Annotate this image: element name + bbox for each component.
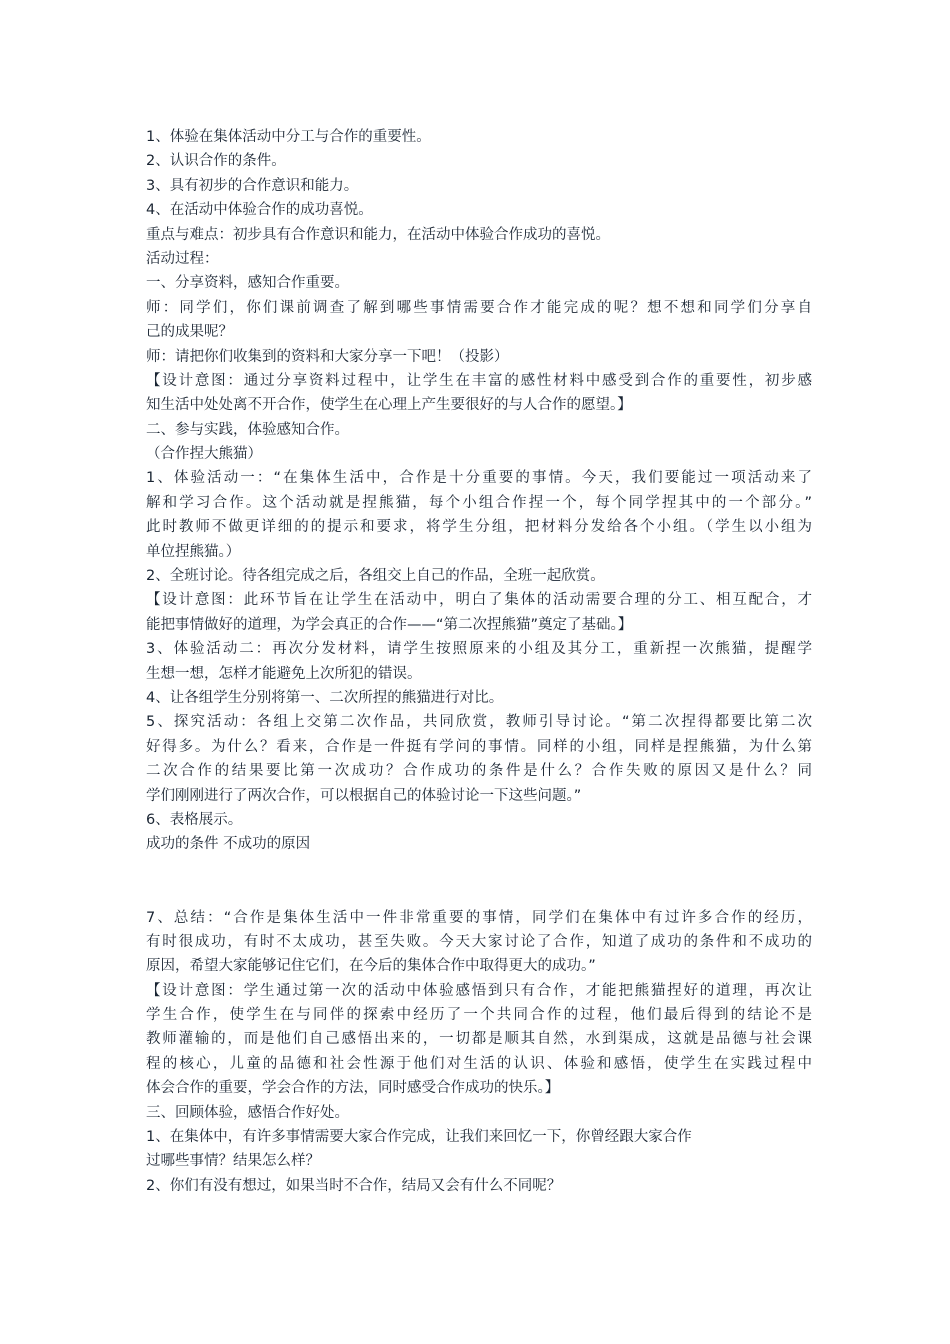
text-line: 解和学习合作。这个活动就是捏熊猫，每个小组合作捏一个，每个同学捏其中的一个部分。” — [146, 494, 812, 511]
text-line: 2、全班讨论。待各组完成之后，各组交上自己的作品，全班一起欣赏。 — [146, 568, 605, 585]
text-line: 二次合作的结果要比第一次成功？合作成功的条件是什么？合作失败的原因又是什么？同 — [146, 763, 812, 780]
text-line: 4、在活动中体验合作的成功喜悦。 — [146, 202, 373, 219]
text-line: 三、回顾体验，感悟合作好处。 — [146, 1104, 349, 1121]
text-line: 一、分享资料，感知合作重要。 — [146, 275, 349, 292]
blank-gap — [146, 857, 812, 881]
text-line: 师：同学们，你们课前调查了解到哪些事情需要合作才能完成的呢？想不想和同学们分享自 — [146, 299, 812, 316]
text-line: 5、探究活动：各组上交第二次作品，共同欣赏，教师引导讨论。“第二次捏得都要比第二次 — [146, 714, 812, 731]
text-line: 学们刚刚进行了两次合作，可以根据自己的体验讨论一下这些问题。” — [146, 787, 582, 804]
text-line: 过哪些事情？结果怎么样？ — [146, 1153, 320, 1170]
text-line: 单位捏熊猫。） — [146, 543, 241, 560]
text-line: 好得多。为什么？看来，合作是一件挺有学问的事情。同样的小组，同样是捏熊猫，为什么第 — [146, 738, 812, 755]
text-line: 此时教师不做更详细的的提示和要求，将学生分组，把材料分发给各个小组。（学生以小组为 — [146, 519, 812, 536]
text-line: 【设计意图：学生通过第一次的活动中体验感悟到只有合作，才能把熊猫捏好的道理，再次让 — [146, 982, 812, 999]
text-line: 知生活中处处离不开合作，使学生在心理上产生要很好的与人合作的愿望。】 — [146, 397, 632, 414]
text-line: 生想一想，怎样才能避免上次所犯的错误。 — [146, 665, 422, 682]
text-line: 1、体验在集体活动中分工与合作的重要性。 — [146, 129, 431, 145]
text-line: 1、体验活动一：“在集体生活中，合作是十分重要的事情。今天，我们要能过一项活动来了 — [146, 470, 812, 487]
text-line: 有时很成功，有时不太成功，甚至失败。今天大家讨论了合作，知道了成功的条件和不成功的 — [146, 933, 812, 950]
text-line: 2、认识合作的条件。 — [146, 153, 286, 170]
document-body — [146, 125, 812, 1198]
text-line: 师：请把你们收集到的资料和大家分享一下吧！（投影） — [146, 348, 509, 365]
text-line: 重点与难点：初步具有合作意识和能力，在活动中体验合作成功的喜悦。 — [146, 226, 610, 243]
text-line: 原因，希望大家能够记住它们，在今后的集体合作中取得更大的成功。” — [146, 958, 596, 975]
text-line: 4、让各组学生分别将第一、二次所捏的熊猫进行对比。 — [146, 689, 504, 706]
text-line: 教师灌输的，而是他们自己感悟出来的，一切都是顺其自然，水到渠成，这就是品德与社会课 — [146, 1031, 812, 1048]
text-line: 程的核心，儿童的品德和社会性源于他们对生活的认识、体验和感悟，使学生在实践过程中 — [146, 1055, 812, 1072]
text-line: 7、总结：“合作是集体生活中一件非常重要的事情，同学们在集体中有过许多合作的经历， — [146, 909, 812, 926]
text-line: 3、具有初步的合作意识和能力。 — [146, 177, 359, 194]
text-line: 成功的条件 不成功的原因 — [146, 836, 311, 853]
text-line: 【设计意图：通过分享资料过程中，让学生在丰富的感性材料中感受到合作的重要性，初步感 — [146, 372, 812, 389]
text-line: 6、表格展示。 — [146, 811, 243, 828]
text-block-activity — [146, 125, 812, 857]
text-line: 体会合作的重要，学会合作的方法，同时感受合作成功的快乐。】 — [146, 1080, 560, 1097]
text-line: 【设计意图：此环节旨在让学生在活动中，明白了集体的活动需要合理的分工、相互配合，才 — [146, 592, 812, 609]
text-line: 3、体验活动二：再次分发材料，请学生按照原来的小组及其分工，重新捏一次熊猫，提醒学 — [146, 641, 812, 658]
text-line: 己的成果呢？ — [146, 324, 233, 341]
text-block-summary — [146, 906, 812, 1199]
text-line: （合作捏大熊猫） — [146, 446, 262, 463]
text-line: 1、在集体中，有许多事情需要大家合作完成，让我们来回忆一下，你曾经跟大家合作 — [146, 1129, 692, 1146]
text-line: 2、你们有没有想过，如果当时不合作，结局又会有什么不同呢？ — [146, 1177, 562, 1194]
text-line: 学生合作，使学生在与同伴的探索中经历了一个共同合作的过程，他们最后得到的结论不是 — [146, 1007, 812, 1024]
text-line: 二、参与实践，体验感知合作。 — [146, 421, 349, 438]
text-line: 活动过程： — [146, 250, 219, 267]
text-line: 能把事情做好的道理，为学会真正的合作——“第二次捏熊猫”奠定了基础。】 — [146, 616, 633, 633]
blank-gap — [146, 881, 812, 905]
